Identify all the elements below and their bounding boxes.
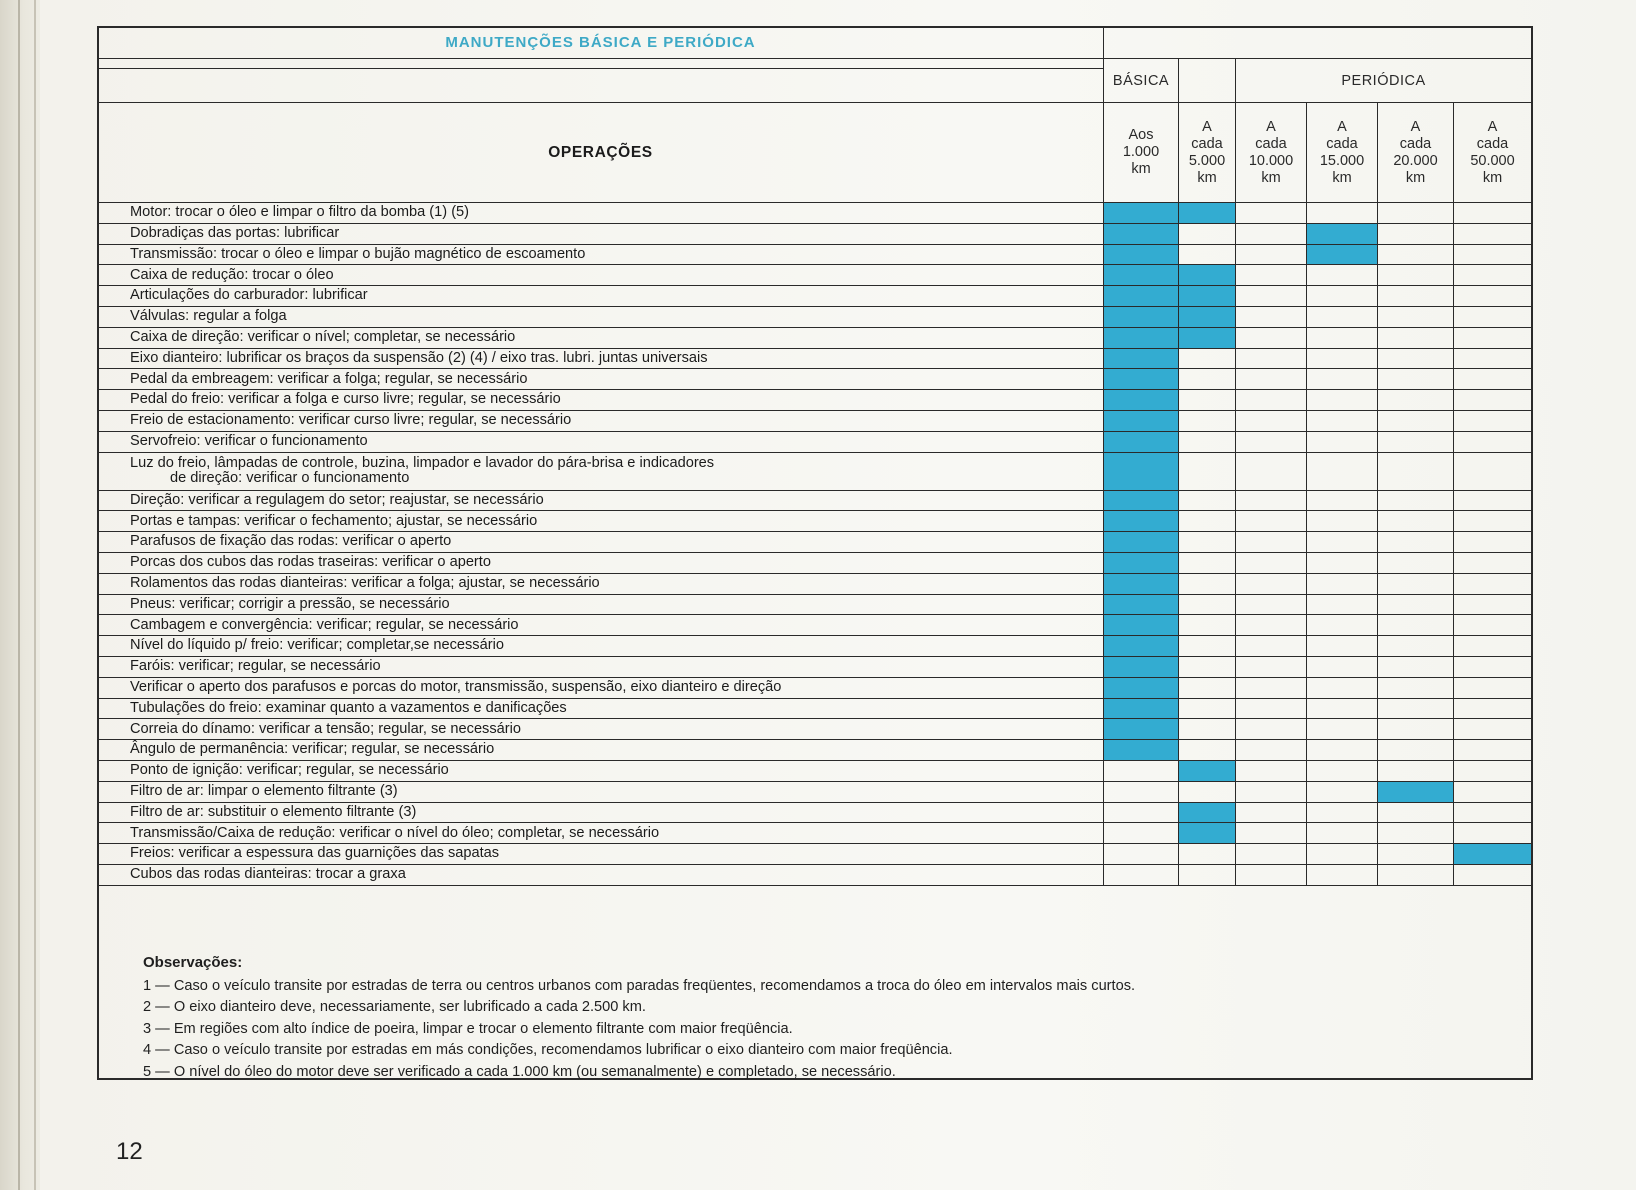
operation-label: Válvulas: regular a folga	[98, 306, 1104, 327]
operation-label: Rolamentos das rodas dianteiras: verificar a folga; ajustar, se necessário	[98, 573, 1104, 594]
observacao-item: 2 — O eixo dianteiro deve, necessariamente, ser lubrificado a cada 2.500 km.	[143, 999, 646, 1015]
interval-header-line: A	[1337, 118, 1347, 135]
operation-label: Direção: verificar a regulagem do setor; reajustar, se necessário	[98, 490, 1104, 511]
operation-label: Transmissão: trocar o óleo e limpar o bujão magnético de escoamento	[98, 244, 1104, 265]
operation-label: Cubos das rodas dianteiras: trocar a graxa	[98, 864, 1104, 885]
table-title: MANUTENÇÕES BÁSICA E PERIÓDICA	[98, 27, 1104, 59]
interval-header-line: km	[1405, 169, 1426, 186]
operation-label: Articulações do carburador: lubrificar	[98, 286, 1104, 307]
operation-label: Nível do líquido p/ freio: verificar; completar,se necessário	[98, 636, 1104, 657]
interval-header-line: 15.000	[1319, 152, 1365, 169]
operation-label: Parafusos de fixação das rodas: verificar o aperto	[98, 532, 1104, 553]
operation-label: Portas e tampas: verificar o fechamento; ajustar, se necessário	[98, 511, 1104, 532]
interval-header-line: Aos	[1128, 127, 1154, 143]
operation-label: Dobradiças das portas: lubrificar	[98, 223, 1104, 244]
operation-label: Correia do dínamo: verificar a tensão; regular, se necessário	[98, 719, 1104, 740]
interval-header-line: 10.000	[1248, 152, 1294, 169]
operation-label: Cambagem e convergência: verificar; regular, se necessário	[98, 615, 1104, 636]
operation-label: Freio de estacionamento: verificar curso livre; regular, se necessário	[98, 410, 1104, 431]
operation-label: Filtro de ar: substituir o elemento filtrante (3)	[98, 802, 1104, 823]
interval-header-line: km	[1482, 169, 1503, 186]
interval-header-line: A	[1410, 118, 1421, 135]
interval-header-line: cada	[1191, 135, 1223, 152]
interval-header-line: km	[1261, 169, 1281, 186]
operation-text: Luz do freio, lâmpadas de controle, buzina, limpador e lavador do pára-brisa e indicadores	[130, 454, 715, 471]
basica-header: BÁSICA	[1104, 59, 1179, 103]
operacoes-header: OPERAÇÕES	[98, 103, 1104, 203]
interval-header-line: 5.000	[1188, 152, 1226, 169]
interval-header-line: cada	[1399, 135, 1432, 152]
operation-label: Faróis: verificar; regular, se necessário	[98, 656, 1104, 677]
operation-label: Porcas dos cubos das rodas traseiras: verificar o aperto	[98, 552, 1104, 573]
operation-label: Motor: trocar o óleo e limpar o filtro da bomba (1) (5)	[98, 203, 1104, 224]
observacao-item: 3 — Em regiões com alto índice de poeira, limpar e trocar o elemento filtrante com maior freqüência.	[143, 1020, 793, 1037]
table-frame	[97, 26, 1533, 1080]
operation-label: Caixa de redução: trocar o óleo	[98, 265, 1104, 286]
interval-header-line: km	[1131, 161, 1151, 177]
operation-label: Pedal do freio: verificar a folga e curso livre; regular, se necessário	[98, 390, 1104, 411]
interval-header-line: 50.000	[1470, 152, 1515, 169]
interval-header-line: 20.000	[1393, 152, 1438, 169]
observacao-item: 4 — Caso o veículo transite por estradas em más condições, recomendamos lubrificar o eixo dianteiro com maior freqüência.	[143, 1042, 953, 1058]
interval-header-line: cada	[1476, 135, 1509, 152]
interval-header-line: cada	[1326, 135, 1358, 152]
operation-label: Transmissão/Caixa de redução: verificar o nível do óleo; completar, se necessário	[98, 823, 1104, 844]
operation-label: Filtro de ar: limpar o elemento filtrante (3)	[98, 781, 1104, 802]
interval-header-line: km	[1197, 169, 1217, 186]
operation-label: Ângulo de permanência: verificar; regular, se necessário	[98, 740, 1104, 761]
observacao-item: 5 — O nível do óleo do motor deve ser verificado a cada 1.000 km (ou semanalmente) e completado, se necessário.	[143, 1063, 896, 1080]
page-number: 12	[116, 1138, 143, 1165]
operation-label: Freios: verificar a espessura das guarnições das sapatas	[98, 844, 1104, 865]
operation-text-continued: de direção: verificar o funcionamento	[170, 470, 410, 487]
interval-header-line: km	[1332, 169, 1352, 186]
interval-header-line: cada	[1255, 135, 1287, 152]
interval-header-line: 1.000	[1122, 144, 1160, 160]
observacoes-block	[143, 952, 1523, 1083]
operation-label: Tubulações do freio: examinar quanto a vazamentos e danificações	[98, 698, 1104, 719]
interval-header-line: A	[1487, 118, 1498, 135]
observacoes-title: Observações:	[143, 954, 243, 971]
periodica-header: PERIÓDICA	[1236, 59, 1532, 103]
interval-header-line: A	[1266, 118, 1276, 135]
operation-label: Pneus: verificar; corrigir a pressão, se necessário	[98, 594, 1104, 615]
operation-label: Caixa de direção: verificar o nível; completar, se necessário	[98, 327, 1104, 348]
operation-label: Ponto de ignição: verificar; regular, se necessário	[98, 760, 1104, 781]
operation-label: Verificar o aperto dos parafusos e porcas do motor, transmissão, suspensão, eixo dianteiro e direção	[98, 677, 1104, 698]
operation-label: Servofreio: verificar o funcionamento	[98, 431, 1104, 452]
interval-header-line: A	[1202, 118, 1212, 135]
operation-label: Pedal da embreagem: verificar a folga; regular, se necessário	[98, 369, 1104, 390]
observacao-item: 1 — Caso o veículo transite por estradas de terra ou centros urbanos com paradas freqüentes, recomendamos a troca do óleo em intervalos mais curtos.	[143, 977, 1136, 994]
operation-label: Eixo dianteiro: lubrificar os braços da suspensão (2) (4) / eixo tras. lubri. juntas universais	[98, 348, 1104, 369]
